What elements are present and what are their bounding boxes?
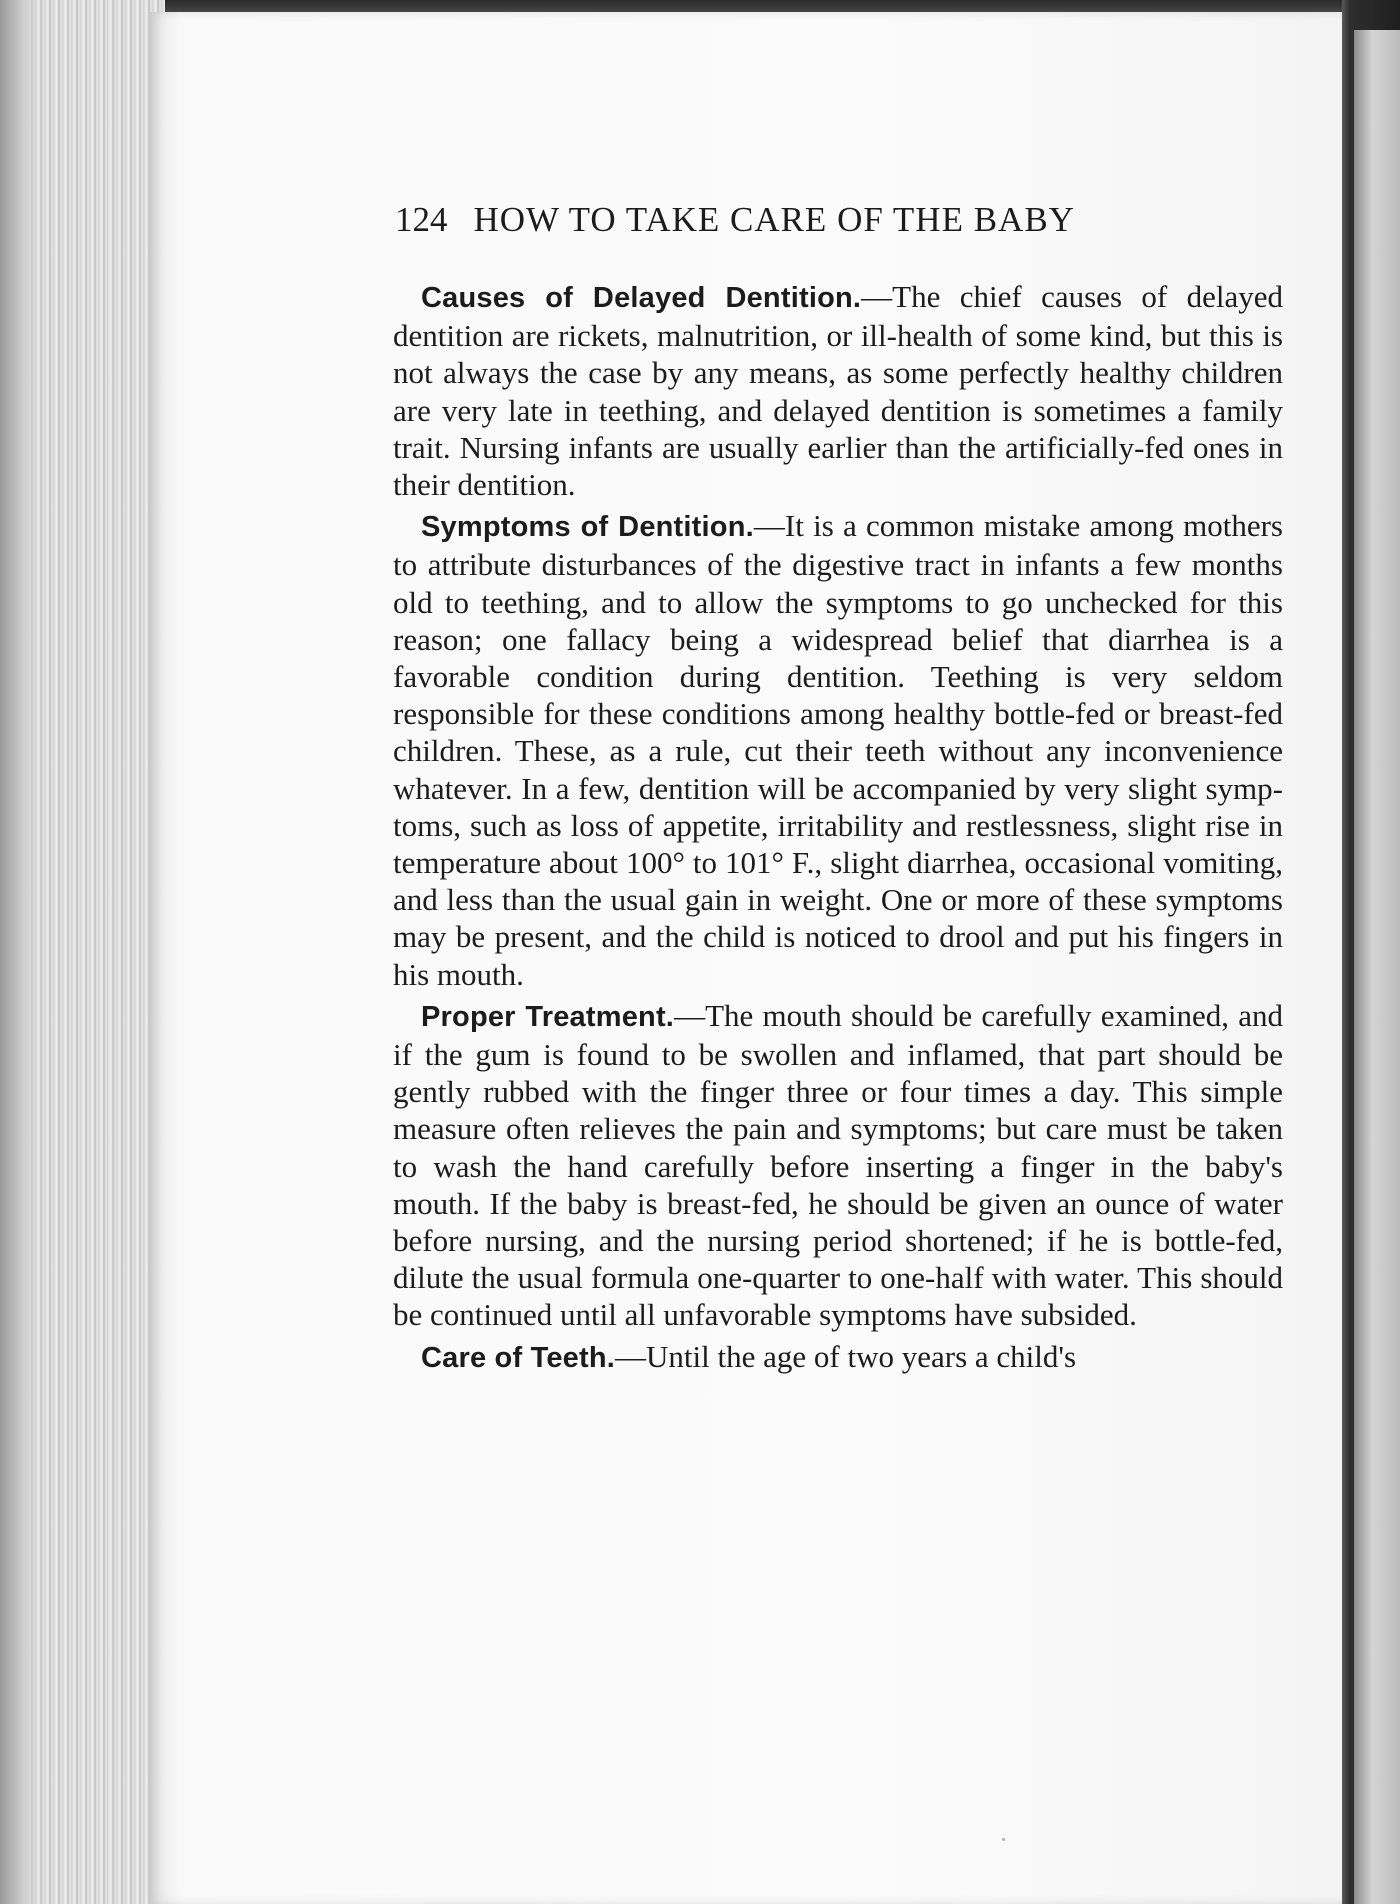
book-right-edge <box>1342 0 1400 1904</box>
paragraph-heading: Symptoms of Dentition. <box>421 511 754 544</box>
paragraph-delayed-dentition <box>393 278 1283 503</box>
paragraph-symptoms-dentition <box>393 507 1283 993</box>
paragraph-proper-treatment <box>393 997 1283 1334</box>
book-page-edges <box>0 0 165 1904</box>
paragraph-text: —The mouth should be carefully examined, and if the gum is found to be swollen and inflamed, that part should be gently rubbed with the finger three or four times a day. This simple measure often relieves the pain and symptoms; but care must be taken to wash the hand carefully before inserting a finger in the baby's mouth. If the baby is breast-fed, he should be given an ounce of water before nursing, and the nursing period shortened; if he is bottle-fed, dilute the usual formula one-quarter to one-half with water. This should be continued until all unfavorable symptoms have subsided. <box>393 997 1283 1333</box>
paragraph-heading: Care of Teeth. <box>421 1341 616 1374</box>
paragraph-heading: Proper Treatment. <box>421 1000 675 1033</box>
paper-speck <box>1002 1838 1005 1841</box>
paragraph-text: —Until the age of two years a child's <box>615 1338 1077 1374</box>
paragraph-text: —It is a common mistake among mothers to attribute disturbances of the digestive tract in infants a few months old to teething, and to allow the symptoms to go unchecked for this reason; one fallacy being a widespread belief that diarrhea is a favorable condition during dentition. Teething is very seldom responsible for these conditions among healthy bottle-fed or breast-fed children. These, as a rule, cut their teeth without any inconvenience whatever. In a few, dentition will be accompanied by very slight symptoms, such as loss of appetite, irritability and restlessness, slight rise in temperature about 100° to 101° F., slight diarrhea, occasional vomiting, and less than the usual gain in weight. One or more of these symptoms may be present, and the child is noticed to drool and put his fingers in his mouth. <box>393 508 1283 992</box>
paragraph-text: —The chief causes of delayed dentition are rickets, malnutrition, or ill-health of some kind, but this is not always the case by any means, as some perfectly healthy children are very late in teething, and delayed dentition is sometimes a family trait. Nursing infants are usually earlier than the artificially-fed ones in their dentition. <box>393 279 1283 503</box>
running-head <box>395 200 1283 240</box>
page-number: 124 <box>395 200 448 239</box>
book-title: HOW TO TAKE CARE OF THE BABY <box>473 200 1075 239</box>
paragraph-care-of-teeth <box>393 1338 1283 1377</box>
paragraph-heading: Causes of Delayed Dentition. <box>421 282 862 314</box>
page-content <box>393 200 1283 1377</box>
